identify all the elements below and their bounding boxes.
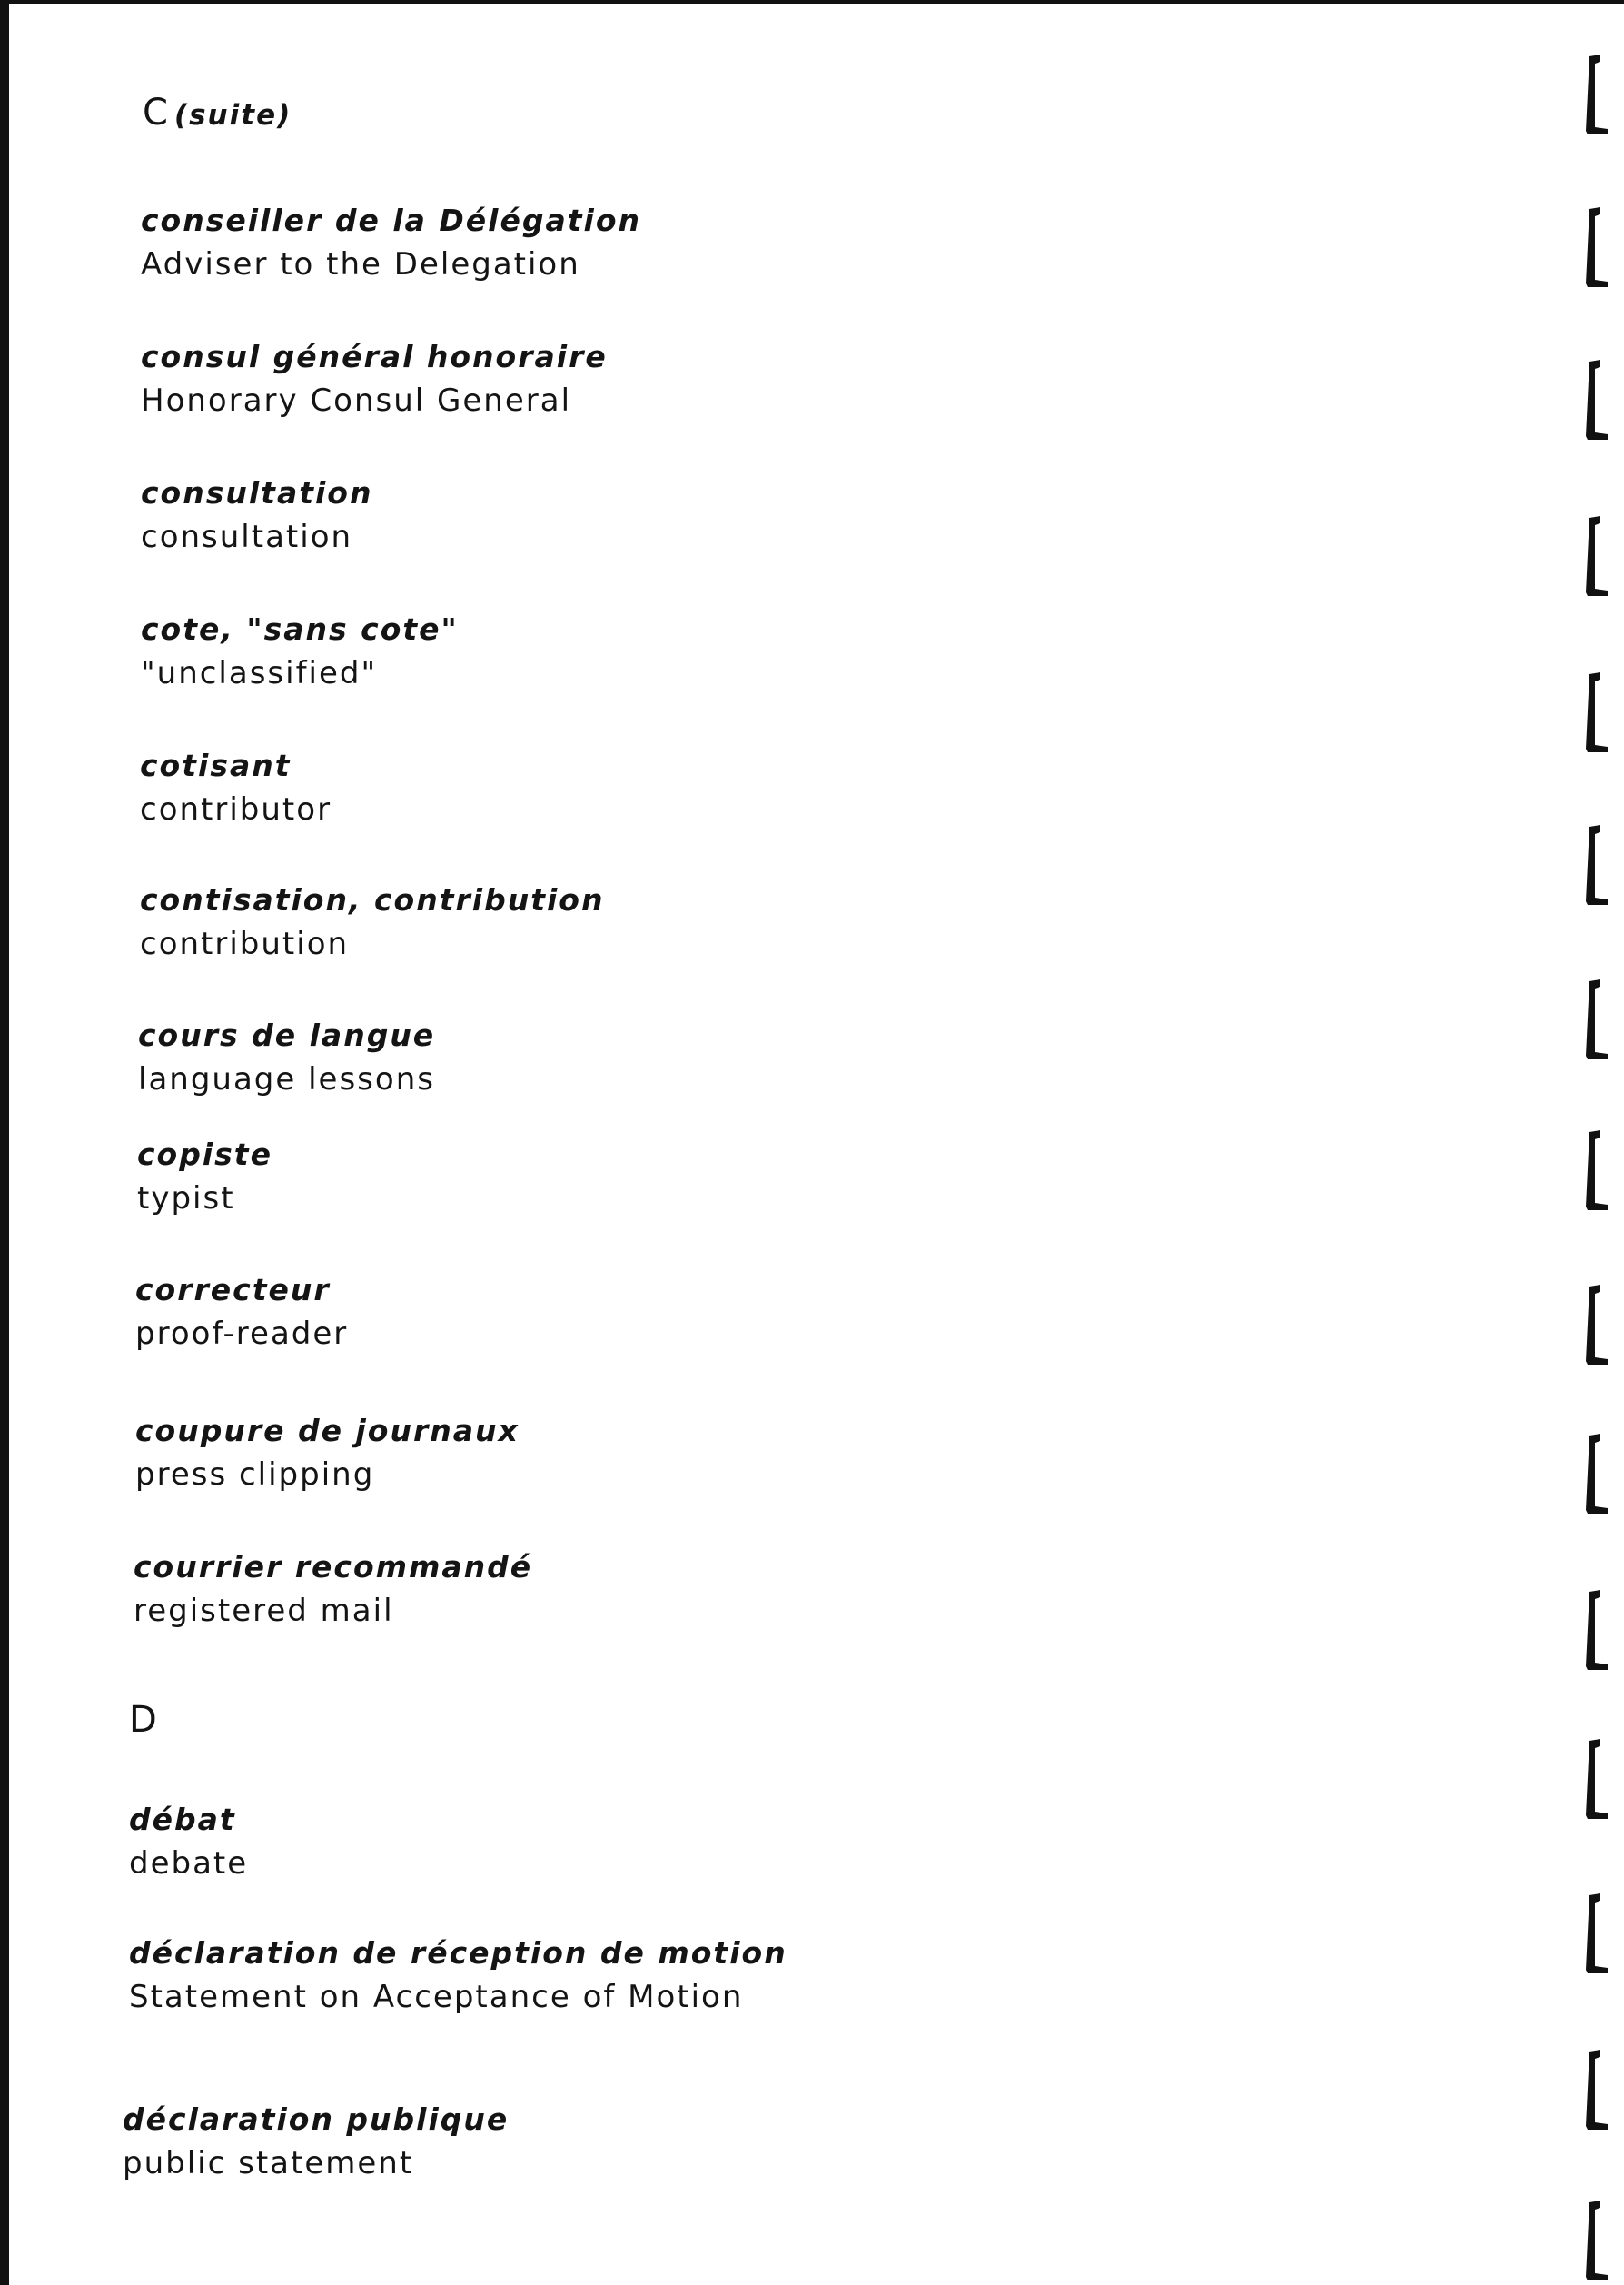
spiral-binding-ring-icon [1579,358,1609,442]
entry-translation: debate [129,1845,249,1882]
entry-translation: public statement [123,2145,414,2181]
glossary-entry [137,1132,272,1221]
entry-term: conseiller de la Délégation [141,203,641,238]
glossary-entry [140,743,332,832]
spiral-binding-ring-icon [1579,1892,1609,1975]
entry-term: courrier recommandé [134,1549,533,1585]
entry-term: déclaration publique [123,2101,510,2137]
glossary-entry [129,1797,248,1886]
glossary-entry [141,198,641,287]
spiral-binding-ring-icon [1579,1588,1609,1672]
spiral-binding-ring-icon [1579,514,1609,598]
glossary-entry [141,471,372,560]
spiral-binding-ring-icon [1579,1283,1609,1366]
entry-term: copiste [137,1137,272,1172]
entry-translation: Adviser to the Delegation [141,246,580,283]
spiral-binding-ring-icon [1579,53,1609,136]
entry-term: correcteur [135,1272,331,1307]
spiral-binding-ring-icon [1579,1737,1609,1821]
entry-term: débat [129,1802,236,1837]
spiral-binding-ring-icon [1579,823,1609,907]
page-left-edge [0,0,9,2285]
glossary-entry [129,1931,787,2020]
spiral-binding-ring-icon [1579,1128,1609,1212]
spiral-binding-ring-icon [1579,205,1609,289]
glossary-entry [141,607,459,696]
entry-translation: press clipping [135,1456,375,1493]
entry-term: contisation, contribution [140,882,605,918]
entry-translation: contribution [140,926,350,962]
entry-term: consul général honoraire [141,339,608,374]
entry-translation: Statement on Acceptance of Motion [129,1979,744,2015]
entry-translation: Honorary Consul General [141,382,572,419]
page-top-edge [0,0,1624,4]
entry-term: cote, "sans cote" [141,611,459,647]
section-letter: C [143,92,169,134]
section-heading-c [143,92,292,134]
glossary-entry [134,1545,532,1634]
spiral-binding-ring-icon [1579,2048,1609,2131]
entry-term: déclaration de réception de motion [129,1935,787,1971]
section-heading-d [129,1699,158,1741]
section-letter: D [129,1699,158,1741]
spiral-binding-ring-icon [1579,671,1609,754]
glossary-entry [123,2097,509,2186]
entry-translation: typist [137,1180,235,1217]
entry-translation: proof-reader [135,1316,349,1352]
entry-term: coupure de journaux [135,1413,520,1448]
glossary-entry [135,1408,520,1497]
entry-translation: registered mail [134,1593,394,1629]
glossary-entry [140,878,604,967]
entry-term: consultation [141,475,373,511]
entry-translation: contributor [140,791,332,828]
glossary-entry [138,1013,435,1102]
glossary-entry [141,334,608,423]
glossary-entry [135,1267,348,1356]
spiral-binding-ring-icon [1579,2199,1609,2282]
spiral-binding-ring-icon [1579,1432,1609,1515]
entry-term: cours de langue [138,1018,436,1053]
entry-term: cotisant [140,748,292,783]
entry-translation: consultation [141,519,353,555]
entry-translation: language lessons [138,1061,435,1098]
section-suffix: (suite) [173,99,292,132]
entry-translation: "unclassified" [141,655,378,691]
spiral-binding-ring-icon [1579,978,1609,1061]
